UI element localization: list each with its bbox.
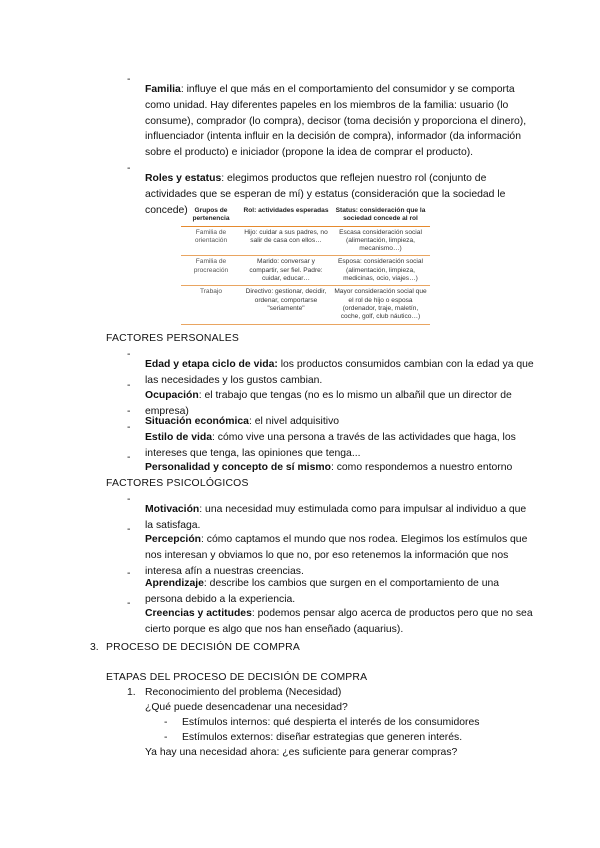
closing-question: Ya hay una necesidad ahora: ¿es suficiente para generar compras? [145,747,458,758]
bullet-term: Estilo de vida [145,432,212,444]
bullet-term: Ocupación [145,390,199,402]
table-cell: Familia de orientación [181,226,241,256]
table-header: Grupos de pertenencia [181,205,241,226]
bullet-text: : elegimos productos que reflejen nuestro rol (conjunto de actividades que se esperan de mí) y estatus (consideración que la sociedad le concede) [145,173,506,216]
section-number: 3. [90,642,99,653]
bullet-text: : el nivel adquisitivo [248,416,340,428]
bullet-edad [145,357,535,388]
step-number: 1. [127,687,136,698]
bullet-motivacion [145,502,535,533]
bullet-text: : el trabajo que tengas (no es lo mismo un albañil que un director de empresa) [145,390,512,417]
bullet-dash: - [164,732,168,743]
subsection-heading: ETAPAS DEL PROCESO DE DECISIÓN DE COMPRA [106,672,368,683]
table-cell: Marido: conversar y compartir, ser fiel. Padre: cuidar, educar… [241,256,331,286]
bullet-estilo [145,430,535,461]
bullet-aprendizaje [145,576,535,607]
bullet-text: : una necesidad muy estimulada como para impulsar al individuo a que la satisfaga. [145,504,527,531]
bullet-dash: - [127,524,131,535]
bullet-personalidad [145,460,535,476]
bullet-text: : describe los cambios que surgen en el comportamiento de una persona debido a la experiencia. [145,578,500,605]
bullet-creencias [145,606,535,637]
table-cell: Hijo: cuidar a sus padres, no salir de casa con ellos… [241,226,331,256]
bullet-term: Aprendizaje [145,578,204,590]
bullet-dash: - [127,74,131,85]
bullet-text: : influye el que más en el comportamiento del consumidor y se comporta como unidad. Hay diferentes papeles en los miembros de la familia: usuario (lo consume), comprador (lo compra), decisor (toma decisión y proporciona el dinero), influenciador (intenta influir en la decisión de compra), informador (da información sobre el producto) e iniciador (propone la idea de comprar el producto). [145,84,527,158]
bullet-text: : como respondemos a nuestro entorno [330,462,513,474]
table-header: Rol: actividades esperadas [241,205,331,226]
section-title: PROCESO DE DECISIÓN DE COMPRA [106,642,301,653]
bullet-term: Motivación [145,504,200,516]
bullet-dash: - [127,494,131,505]
table-cell: Trabajo [181,286,241,324]
table-cell: Escasa consideración social (alimentación, limpieza, mecanismo…) [331,226,430,256]
bullet-dash: - [127,349,131,360]
bullet-term: Roles y estatus [145,173,222,185]
bullet-dash: - [127,163,131,174]
bullet-dash: - [164,717,168,728]
bullet-text: : cómo captamos el mundo que nos rodea. Elegimos los estímulos que nos interesan y obviamos lo que no, por eso retenemos la información que nos interesa afín a nuestras creencias. [145,534,528,577]
bullet-dash: - [127,422,131,433]
bullet-situacion [145,414,535,430]
question-text: ¿Qué puede desencadenar una necesidad? [145,702,348,713]
table-header-row [181,205,430,226]
bullet-familia [145,82,535,160]
table-cell: Familia de procreación [181,256,241,286]
table-cell: Mayor consideración social que el rol de hijo o esposa (ordenador, traje, maletín, coche, golf, club náutico…) [331,286,430,324]
bullet-dash: - [127,452,131,463]
table-row [181,256,430,286]
bullet-percepcion [145,532,535,579]
section-heading-psych: FACTORES PSICOLÓGICOS [106,478,249,489]
bullet-text: : cómo vive una persona a través de las actividades que haga, los intereses que tenga, las opiniones que tenga... [145,432,516,459]
bullet-term: Personalidad y concepto de sí mismo [145,462,331,474]
table-header: Status: consideración que la sociedad concede al rol [331,205,430,226]
bullet-dash: - [127,406,131,417]
table-cell: Esposa: consideración social (alimentación, limpieza, medicinas, ocio, viajes…) [331,256,430,286]
bullet-text: los productos consumidos cambian con la edad ya que las necesidades y los gustos cambian. [145,359,534,386]
bullet-dash: - [127,598,131,609]
section-heading-personal: FACTORES PERSONALES [106,333,239,344]
roles-table [181,205,430,325]
bullet-term: Percepción [145,534,202,546]
bullet-term: Familia [145,84,181,96]
bullet-term: Creencias y actitudes [145,608,252,620]
stimulus-internal: Estímulos internos: qué despierta el interés de los consumidores [182,717,480,728]
bullet-text: : podemos pensar algo acerca de productos pero que no sea cierto porque es algo que nos han enseñado (aquarius). [145,608,533,635]
bullet-term: Situación económica [145,416,249,428]
bullet-term: Edad y etapa ciclo de vida: [145,359,278,371]
table-row [181,286,430,324]
step-title: Reconocimiento del problema (Necesidad) [145,687,342,698]
stimulus-external: Estímulos externos: diseñar estrategias que generen interés. [182,732,463,743]
bullet-dash: - [127,380,131,391]
bullet-dash: - [127,568,131,579]
table-row [181,226,430,256]
table-cell: Directivo: gestionar, decidir, ordenar, comportarse "seriamente" [241,286,331,324]
